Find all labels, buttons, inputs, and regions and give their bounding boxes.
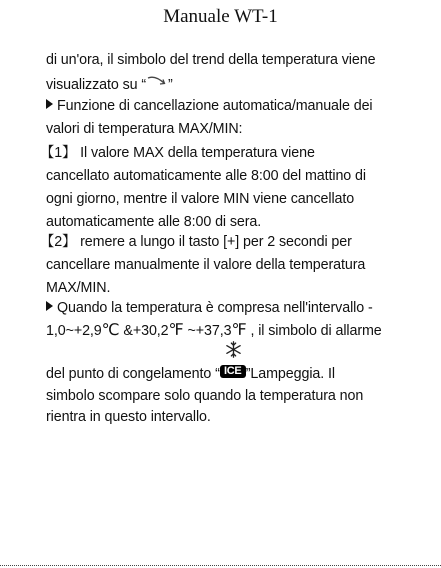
triangle-bullet-icon — [46, 99, 53, 109]
body-line — [46, 298, 373, 318]
degree-fahrenheit: ℉ — [231, 322, 247, 339]
body-line: cancellato automaticamente alle 8:00 del mattino di — [46, 168, 366, 184]
body-text: ” — [168, 77, 173, 93]
triangle-bullet-icon — [46, 301, 53, 311]
body-text: ”Lampeggia. Il — [245, 366, 335, 382]
body-text: ~+37,3 — [183, 323, 232, 339]
page-title: Manuale WT-1 — [163, 6, 278, 27]
body-line: valori di temperatura MAX/MIN: — [46, 121, 243, 137]
body-text: del punto di congelamento “ — [46, 366, 220, 382]
body-line: rientra in questo intervallo. — [46, 409, 211, 425]
body-text: , il simbolo di allarme — [246, 323, 382, 339]
body-line: cancellare manualmente il valore della temperatura — [46, 257, 366, 273]
body-line: simbolo scompare solo quando la temperatura non — [46, 388, 364, 404]
body-text: &+30,2 — [119, 323, 169, 339]
body-line: MAX/MIN. — [46, 280, 111, 296]
ice-icon: ICE — [220, 365, 246, 378]
trend-arrow-icon — [146, 73, 168, 87]
section-heading: Quando la temperatura è compresa nell'intervallo - — [57, 300, 373, 316]
degree-fahrenheit: ℉ — [168, 322, 184, 339]
body-line — [46, 96, 373, 116]
ice-alarm-symbol — [220, 364, 246, 380]
body-line — [46, 364, 335, 384]
degree-celsius: ℃ — [101, 322, 120, 339]
body-line — [46, 321, 382, 341]
body-text: visualizzato su “ — [46, 77, 147, 93]
body-text: 1,0~+2,9 — [46, 323, 102, 339]
body-line: 【2】 remere a lungo il tasto [+] per 2 secondi per — [40, 234, 352, 250]
body-line: automaticamente alle 8:00 di sera. — [46, 214, 262, 230]
page-bottom-rule — [0, 565, 441, 566]
body-line: ogni giorno, mentre il valore MIN viene cancellato — [46, 191, 355, 207]
snowflake-icon — [225, 341, 242, 358]
body-line: 【1】 Il valore MAX della temperatura viene — [40, 145, 315, 161]
body-line: di un'ora, il simbolo del trend della temperatura viene — [46, 52, 376, 68]
body-line — [46, 73, 173, 95]
section-heading: Funzione di cancellazione automatica/manuale dei — [57, 98, 373, 114]
